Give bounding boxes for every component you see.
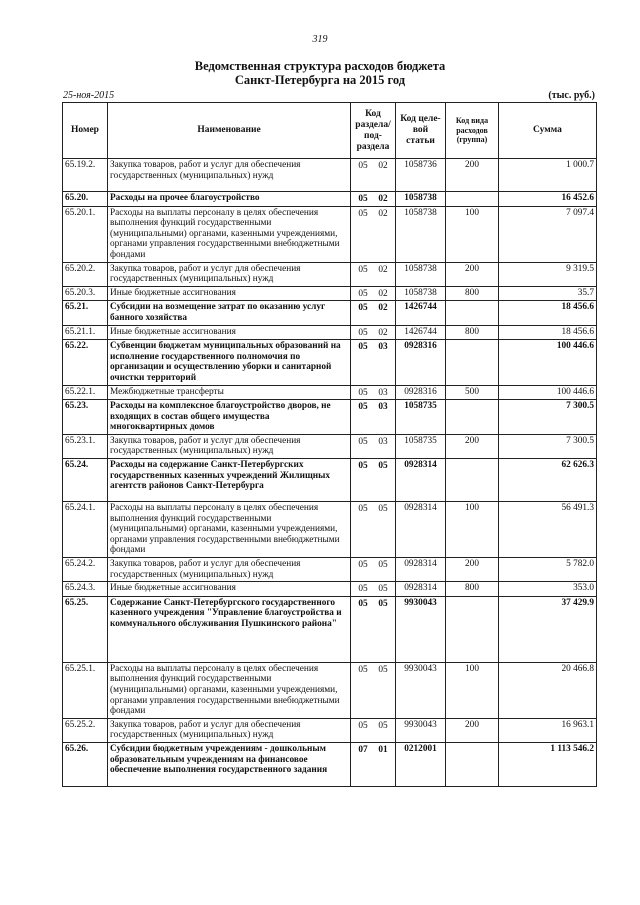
row-target-article: 0928316 bbox=[396, 385, 446, 400]
table-row bbox=[63, 459, 597, 502]
row-number: 65.25. bbox=[63, 596, 108, 662]
row-section: 05 bbox=[358, 598, 368, 609]
row-subsection: 02 bbox=[378, 327, 388, 338]
row-target-article: 9930043 bbox=[396, 718, 446, 742]
row-target-article: 0928316 bbox=[396, 340, 446, 385]
row-sum: 9 319.5 bbox=[499, 262, 597, 286]
row-number: 65.20. bbox=[63, 192, 108, 207]
row-target-article: 0928314 bbox=[396, 558, 446, 582]
row-section: 05 bbox=[358, 584, 368, 595]
row-sum: 16 452.6 bbox=[499, 192, 597, 207]
row-expense-type: 500 bbox=[446, 385, 499, 400]
row-section-code bbox=[351, 502, 396, 558]
row-subsection: 02 bbox=[378, 194, 388, 204]
row-expense-type: 200 bbox=[446, 718, 499, 742]
row-section: 05 bbox=[358, 194, 368, 204]
row-subsection: 01 bbox=[378, 744, 388, 755]
row-subsection: 05 bbox=[378, 720, 388, 731]
row-name: Закупка товаров, работ и услуг для обеспечения государственных (муниципальных) нужд bbox=[108, 262, 351, 286]
row-expense-type: 100 bbox=[446, 662, 499, 718]
row-sum: 20 466.8 bbox=[499, 662, 597, 718]
row-number: 65.24.1. bbox=[63, 502, 108, 558]
row-sum: 7 097.4 bbox=[499, 206, 597, 262]
table-row bbox=[63, 400, 597, 435]
row-expense-type bbox=[446, 742, 499, 786]
row-number: 65.21. bbox=[63, 301, 108, 325]
row-section: 05 bbox=[358, 387, 368, 398]
row-section: 05 bbox=[358, 560, 368, 571]
row-name: Закупка товаров, работ и услуг для обеспечения государственных (муниципальных) нужд bbox=[108, 558, 351, 582]
table-header-row bbox=[63, 103, 597, 159]
header-name: Наименование bbox=[108, 103, 351, 159]
row-name: Расходы на прочее благоустройство bbox=[108, 192, 351, 207]
row-target-article: 9930043 bbox=[396, 596, 446, 662]
row-number: 65.24.3. bbox=[63, 582, 108, 597]
table-row bbox=[63, 582, 597, 597]
row-section-code bbox=[351, 558, 396, 582]
table-row bbox=[63, 206, 597, 262]
row-sum: 1 000.7 bbox=[499, 159, 597, 192]
row-number: 65.22.1. bbox=[63, 385, 108, 400]
row-section-code bbox=[351, 662, 396, 718]
row-subsection: 02 bbox=[378, 208, 388, 219]
row-sum: 100 446.6 bbox=[499, 340, 597, 385]
row-section: 05 bbox=[358, 288, 368, 299]
page-number: 319 bbox=[312, 34, 328, 45]
row-sum: 7 300.5 bbox=[499, 434, 597, 458]
row-section-code bbox=[351, 434, 396, 458]
table-row bbox=[63, 434, 597, 458]
row-name: Субсидии бюджетным учреждениям - дошкольным образовательным учреждениям на финансовое обеспечение выполнения государственного задания bbox=[108, 742, 351, 786]
row-name: Закупка товаров, работ и услуг для обеспечения государственных (муниципальных) нужд bbox=[108, 718, 351, 742]
row-target-article: 0928314 bbox=[396, 582, 446, 597]
row-target-article: 1058738 bbox=[396, 206, 446, 262]
row-section: 05 bbox=[358, 342, 368, 353]
row-section-code bbox=[351, 262, 396, 286]
row-expense-type: 200 bbox=[446, 262, 499, 286]
table-row bbox=[63, 262, 597, 286]
row-expense-type bbox=[446, 340, 499, 385]
table-row bbox=[63, 325, 597, 340]
row-section: 05 bbox=[358, 327, 368, 338]
row-expense-type bbox=[446, 459, 499, 502]
table-row bbox=[63, 286, 597, 301]
row-target-article: 1058738 bbox=[396, 262, 446, 286]
row-number: 65.26. bbox=[63, 742, 108, 786]
row-sum: 37 429.9 bbox=[499, 596, 597, 662]
row-name: Расходы на комплексное благоустройство дворов, не входящих в состав общего имущества многоквартирных домов bbox=[108, 400, 351, 435]
row-number: 65.20.3. bbox=[63, 286, 108, 301]
row-subsection: 02 bbox=[378, 303, 388, 314]
row-subsection: 02 bbox=[378, 264, 388, 275]
row-subsection: 02 bbox=[378, 161, 388, 171]
row-subsection: 05 bbox=[378, 598, 388, 609]
row-section-code bbox=[351, 596, 396, 662]
row-number: 65.24. bbox=[63, 459, 108, 502]
document-title bbox=[0, 59, 640, 87]
title-line-2: Санкт-Петербурга на 2015 год bbox=[234, 73, 406, 87]
table-row bbox=[63, 192, 597, 207]
row-name: Иные бюджетные ассигнования bbox=[108, 325, 351, 340]
table-row bbox=[63, 340, 597, 385]
table-row bbox=[63, 385, 597, 400]
row-expense-type: 800 bbox=[446, 582, 499, 597]
row-section-code bbox=[351, 325, 396, 340]
row-sum: 18 456.6 bbox=[499, 301, 597, 325]
row-name: Расходы на выплаты персоналу в целях обеспечения выполнения функций государственными (муниципальными) органами, казенными учреждениями, органами управления государственными внебюджетными фондами bbox=[108, 662, 351, 718]
table-row bbox=[63, 662, 597, 718]
row-section-code bbox=[351, 286, 396, 301]
row-sum: 62 626.3 bbox=[499, 459, 597, 502]
table-row bbox=[63, 558, 597, 582]
row-name: Межбюджетные трансферты bbox=[108, 385, 351, 400]
row-subsection: 05 bbox=[378, 504, 388, 515]
row-target-article: 1426744 bbox=[396, 325, 446, 340]
units-label: (тыс. руб.) bbox=[548, 90, 595, 101]
row-number: 65.21.1. bbox=[63, 325, 108, 340]
row-section-code bbox=[351, 159, 396, 192]
row-section-code bbox=[351, 206, 396, 262]
row-section-code bbox=[351, 400, 396, 435]
row-sum: 7 300.5 bbox=[499, 400, 597, 435]
row-number: 65.25.2. bbox=[63, 718, 108, 742]
budget-table bbox=[62, 102, 597, 787]
row-number: 65.20.2. bbox=[63, 262, 108, 286]
row-number: 65.22. bbox=[63, 340, 108, 385]
row-subsection: 03 bbox=[378, 436, 388, 447]
header-expense-type: Код вида расходов (группа) bbox=[446, 103, 499, 159]
row-section-code bbox=[351, 742, 396, 786]
row-expense-type: 100 bbox=[446, 206, 499, 262]
document-date: 25-ноя-2015 bbox=[63, 90, 115, 101]
header-article: Код целе- вой статьи bbox=[396, 103, 446, 159]
table-row bbox=[63, 159, 597, 192]
row-name: Закупка товаров, работ и услуг для обеспечения государственных (муниципальных) нужд bbox=[108, 434, 351, 458]
row-name: Субвенции бюджетам муниципальных образований на исполнение государственного полномочия по организации и осуществлению уборки и санитарной очистки территорий bbox=[108, 340, 351, 385]
row-section-code bbox=[351, 385, 396, 400]
row-section: 05 bbox=[358, 264, 368, 275]
row-section: 05 bbox=[358, 161, 368, 171]
row-section: 05 bbox=[358, 402, 368, 413]
row-section-code bbox=[351, 459, 396, 502]
row-sum: 35.7 bbox=[499, 286, 597, 301]
row-sum: 56 491.3 bbox=[499, 502, 597, 558]
row-expense-type: 200 bbox=[446, 558, 499, 582]
row-number: 65.25.1. bbox=[63, 662, 108, 718]
row-section: 05 bbox=[358, 461, 368, 472]
row-section: 05 bbox=[358, 436, 368, 447]
row-target-article: 9930043 bbox=[396, 662, 446, 718]
row-name: Расходы на содержание Санкт-Петербургских государственных казенных учреждений Жилищных агентств районов Санкт-Петербурга bbox=[108, 459, 351, 502]
row-subsection: 03 bbox=[378, 387, 388, 398]
row-section: 05 bbox=[358, 720, 368, 731]
row-expense-type bbox=[446, 301, 499, 325]
row-expense-type: 200 bbox=[446, 159, 499, 192]
row-target-article: 1058738 bbox=[396, 192, 446, 207]
row-section: 05 bbox=[358, 303, 368, 314]
row-number: 65.19.2. bbox=[63, 159, 108, 192]
row-subsection: 03 bbox=[378, 402, 388, 413]
row-expense-type bbox=[446, 192, 499, 207]
row-number: 65.23. bbox=[63, 400, 108, 435]
row-sum: 5 782.0 bbox=[499, 558, 597, 582]
row-section-code bbox=[351, 301, 396, 325]
row-expense-type bbox=[446, 400, 499, 435]
row-name: Содержание Санкт-Петербургского государственного казенного учреждения "Управление благоустройства и коммунального обслуживания Пушкинского района" bbox=[108, 596, 351, 662]
row-number: 65.23.1. bbox=[63, 434, 108, 458]
row-sum: 1 113 546.2 bbox=[499, 742, 597, 786]
row-subsection: 05 bbox=[378, 560, 388, 571]
row-section: 05 bbox=[358, 664, 368, 675]
row-expense-type: 200 bbox=[446, 434, 499, 458]
row-section-code bbox=[351, 582, 396, 597]
row-target-article: 1058736 bbox=[396, 159, 446, 192]
row-target-article: 0212001 bbox=[396, 742, 446, 786]
row-target-article: 0928314 bbox=[396, 459, 446, 502]
row-subsection: 02 bbox=[378, 288, 388, 299]
header-sum: Сумма bbox=[499, 103, 597, 159]
row-number: 65.24.2. bbox=[63, 558, 108, 582]
row-name: Закупка товаров, работ и услуг для обеспечения государственных (муниципальных) нужд bbox=[108, 159, 351, 192]
row-section: 07 bbox=[358, 744, 368, 755]
table-row bbox=[63, 502, 597, 558]
table-row bbox=[63, 718, 597, 742]
row-target-article: 0928314 bbox=[396, 502, 446, 558]
row-expense-type bbox=[446, 596, 499, 662]
row-name: Субсидии на возмещение затрат по оказанию услуг банного хозяйства bbox=[108, 301, 351, 325]
table-row bbox=[63, 301, 597, 325]
row-section: 05 bbox=[358, 208, 368, 219]
header-section: Код раздела/ под- раздела bbox=[351, 103, 396, 159]
row-sum: 100 446.6 bbox=[499, 385, 597, 400]
row-section: 05 bbox=[358, 504, 368, 515]
row-name: Иные бюджетные ассигнования bbox=[108, 582, 351, 597]
header-number: Номер bbox=[63, 103, 108, 159]
row-name: Расходы на выплаты персоналу в целях обеспечения выполнения функций государственными (муниципальными) органами, казенными учреждениями, органами управления государственными внебюджетными фондами bbox=[108, 502, 351, 558]
row-subsection: 03 bbox=[378, 342, 388, 353]
row-target-article: 1058735 bbox=[396, 434, 446, 458]
row-sum: 16 963.1 bbox=[499, 718, 597, 742]
row-subsection: 05 bbox=[378, 461, 388, 472]
row-expense-type: 800 bbox=[446, 286, 499, 301]
table-row bbox=[63, 596, 597, 662]
row-section-code bbox=[351, 192, 396, 207]
row-sum: 18 456.6 bbox=[499, 325, 597, 340]
row-target-article: 1058738 bbox=[396, 286, 446, 301]
row-number: 65.20.1. bbox=[63, 206, 108, 262]
row-section-code bbox=[351, 340, 396, 385]
row-section-code bbox=[351, 718, 396, 742]
table-row bbox=[63, 742, 597, 786]
row-name: Расходы на выплаты персоналу в целях обеспечения выполнения функций государственными (муниципальными) органами, казенными учреждениями, органами управления государственными внебюджетными фондами bbox=[108, 206, 351, 262]
row-name: Иные бюджетные ассигнования bbox=[108, 286, 351, 301]
row-expense-type: 800 bbox=[446, 325, 499, 340]
row-subsection: 05 bbox=[378, 584, 388, 595]
row-target-article: 1426744 bbox=[396, 301, 446, 325]
row-target-article: 1058735 bbox=[396, 400, 446, 435]
row-sum: 353.0 bbox=[499, 582, 597, 597]
row-expense-type: 100 bbox=[446, 502, 499, 558]
row-subsection: 05 bbox=[378, 664, 388, 675]
title-line-1: Ведомственная структура расходов бюджета bbox=[194, 59, 446, 73]
